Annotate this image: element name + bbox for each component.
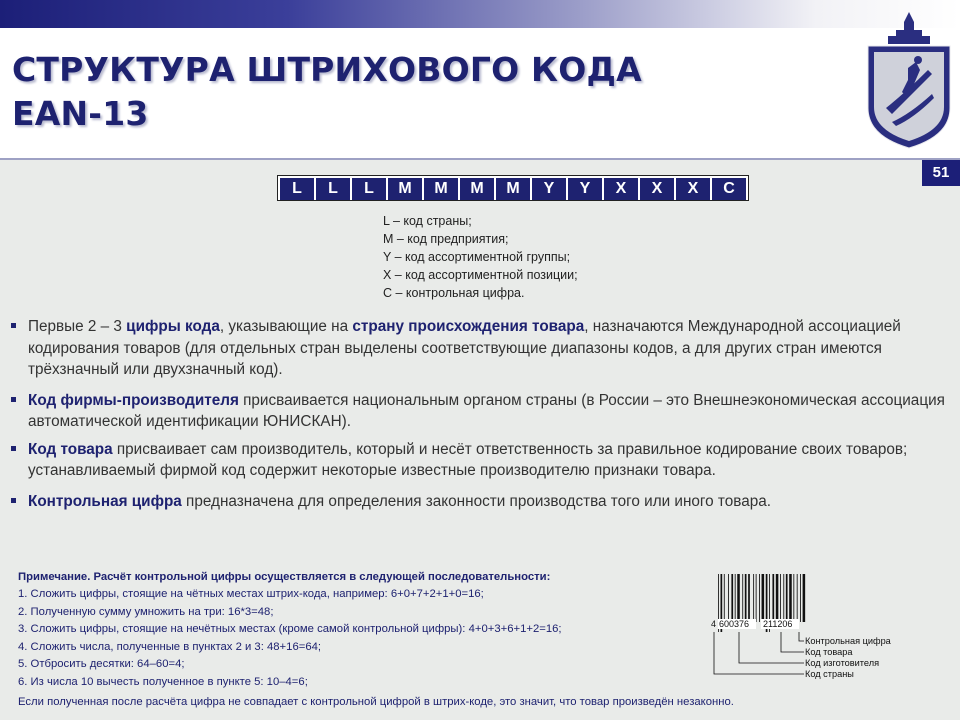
barcode-bar <box>793 574 794 622</box>
barcode-bar <box>783 574 784 622</box>
bullet-highlight: цифры кода <box>126 318 220 335</box>
bullet-text: , назначаются Международной ассоциацией кодирования товаров (для отдельных стран выделены соответствующие диапазоны кодов, а для других стран имеются трёхзначный или двухзначный код). <box>28 318 901 378</box>
code-cell: M <box>496 178 530 200</box>
barcode-bar <box>728 574 729 622</box>
code-cell: X <box>604 178 638 200</box>
bullet-product-code <box>10 439 955 482</box>
bullet-text: Первые 2 – 3 <box>28 318 127 335</box>
barcode-bar <box>789 574 792 622</box>
bullet-list <box>10 316 955 521</box>
slide-number-badge: 51 <box>922 160 960 186</box>
code-cell: L <box>316 178 350 200</box>
barcode-leader-lines <box>714 632 804 674</box>
code-cell: M <box>388 178 422 200</box>
legend-item: X – код ассортиментной позиции; <box>383 268 578 282</box>
note-title: Примечание. Расчёт контрольной цифры осуществляется в следующей последовательности: <box>18 571 551 583</box>
barcode-label-country-code: Код страны <box>805 669 854 679</box>
bullet-text: присваивает сам производитель, который и несёт ответственность за правильное кодирование своих товаров; устанавливаемый фирмой код содержит некоторые известные производителю признаки товара. <box>28 440 908 479</box>
barcode-bar <box>797 574 798 622</box>
barcode-bar <box>731 574 733 622</box>
note-step: 4. Сложить числа, полученные в пунктах 2 и 3: 48+16=64; <box>18 640 322 653</box>
code-cell: L <box>280 178 314 200</box>
bullet-text: , указывающие на <box>219 318 353 335</box>
code-legend <box>383 212 763 302</box>
barcode-bar <box>724 574 725 622</box>
university-emblem-logo <box>858 10 960 150</box>
code-cell: M <box>460 178 494 200</box>
note-step: 5. Отбросить десятки: 64–60=4; <box>18 658 185 671</box>
title-line-1: СТРУКТУРА ШТРИХОВОГО КОДА <box>12 50 642 89</box>
bullet-highlight: Код товара <box>28 440 113 458</box>
legend-item: C – контрольная цифра. <box>383 286 525 300</box>
note-step: 6. Из числа 10 вычесть полученное в пункте 5: 10–4=6; <box>18 675 308 688</box>
barcode-label-check-digit: Контрольная цифра <box>805 636 891 646</box>
note-step: 2. Полученную сумму умножить на три: 16*3=48; <box>18 605 274 618</box>
top-gradient-bar <box>0 0 960 28</box>
barcode-bar <box>753 574 754 622</box>
barcode-label-product-code: Код товара <box>805 647 853 657</box>
barcode-label-manufacturer-code: Код изготовителя <box>805 658 880 668</box>
barcode-bar <box>742 574 743 622</box>
code-cell: Y <box>568 178 602 200</box>
note-conclusion: Если полученная после расчёта цифра не совпадает с контрольной цифрой в штрих-коде, это значит, что товар произведён незаконно. <box>18 696 734 708</box>
barcode-bar <box>756 574 757 622</box>
code-cell: M <box>424 178 458 200</box>
barcode-diagram <box>709 572 909 684</box>
code-cell: C <box>712 178 746 200</box>
legend-item: M – код предприятия; <box>383 232 509 246</box>
code-cell: L <box>352 178 386 200</box>
legend-item: Y – код ассортиментной группы; <box>383 250 571 264</box>
bullet-country-prefix <box>10 316 955 381</box>
bullet-check-digit <box>10 491 955 513</box>
barcode-bar <box>735 574 736 622</box>
title-line-2: EAN-13 <box>12 94 149 133</box>
barcode-bar <box>745 574 747 622</box>
note-step: 3. Сложить цифры, стоящие на нечётных местах (кроме самой контрольной цифры): 4+0+3+6+1+2=16; <box>18 623 562 636</box>
barcode-bar <box>748 574 750 622</box>
calculation-note <box>18 569 708 692</box>
barcode-bar <box>800 574 801 622</box>
barcode-bar <box>762 574 765 622</box>
barcode-digit-first: 4 <box>711 619 717 629</box>
barcode-bar <box>803 574 806 622</box>
bullet-highlight: Контрольная цифра <box>28 492 182 510</box>
barcode-bar <box>759 574 760 622</box>
ean13-structure-row <box>277 175 749 201</box>
bullet-manufacturer-code <box>10 390 955 433</box>
bullet-highlight: Код фирмы-производителя <box>28 391 239 409</box>
code-cell: X <box>676 178 710 200</box>
title-divider <box>0 158 960 160</box>
barcode-bar <box>772 574 774 622</box>
barcode-bar <box>780 574 781 622</box>
barcode-bar <box>786 574 788 622</box>
code-cell: Y <box>532 178 566 200</box>
barcode-bar <box>776 574 779 622</box>
slide-title <box>12 48 642 136</box>
bullet-highlight: страну происхождения товара <box>352 318 585 335</box>
bullet-text: предназначена для определения законности производства того или иного товара. <box>181 492 771 510</box>
bullet-text: присваивается национальным органом страны (в России – это Внешнеэкономическая ассоциация автоматической идентификации ЮНИСКАН). <box>28 391 945 430</box>
legend-item: L – код страны; <box>383 214 472 228</box>
barcode-bar <box>737 574 740 622</box>
barcode-group-right: 211206 <box>763 619 793 629</box>
code-cell: X <box>640 178 674 200</box>
note-step: 1. Сложить цифры, стоящие на чётных местах штрих-кода, например: 6+0+7+2+1+0=16; <box>18 588 484 600</box>
barcode-group-left: 600376 <box>719 619 750 629</box>
